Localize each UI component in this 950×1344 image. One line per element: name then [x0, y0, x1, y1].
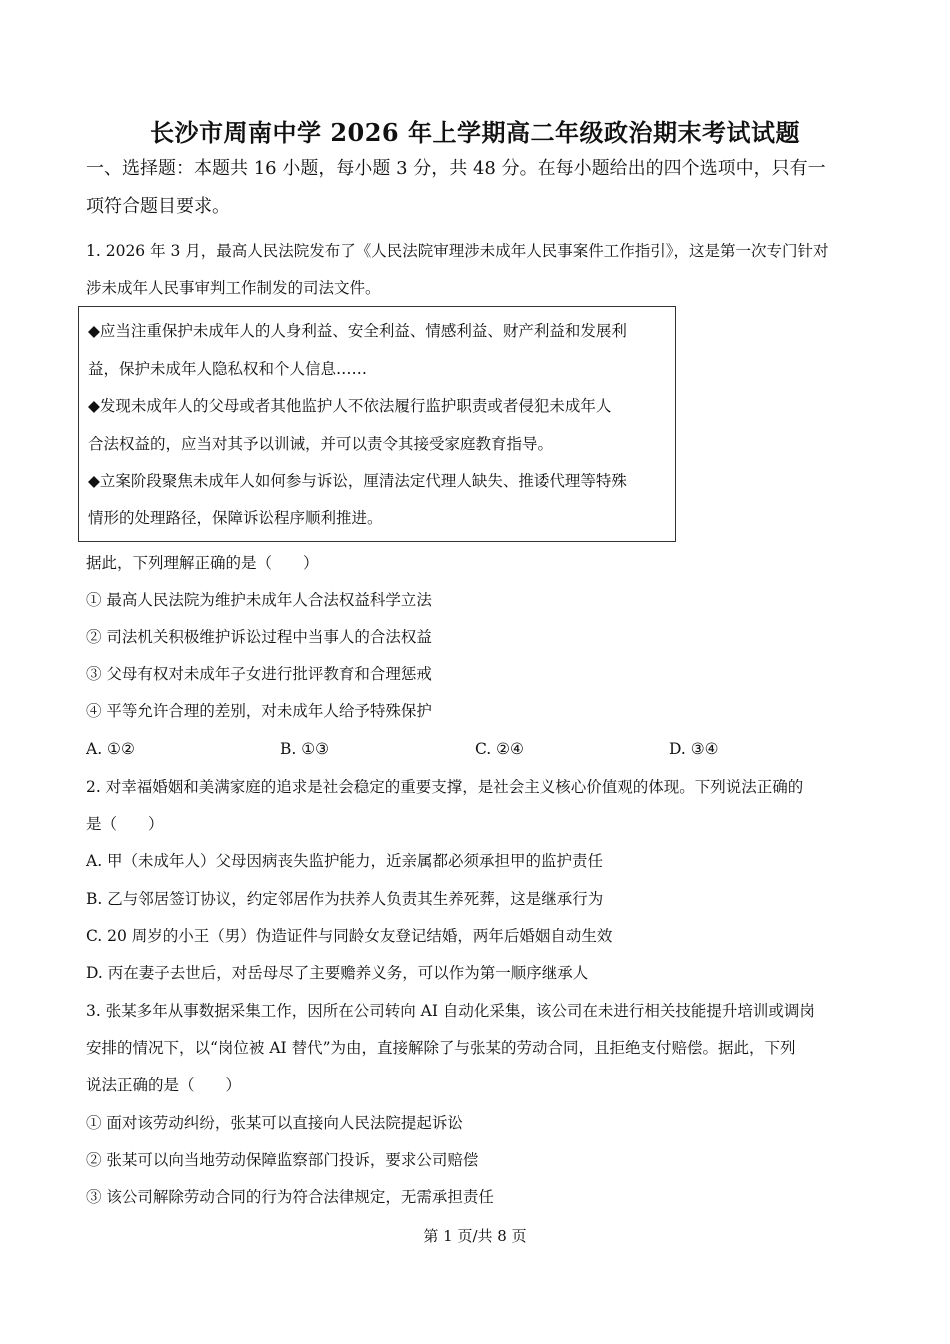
q1-box-line6: 情形的处理路径，保障诉讼程序顺利推进。 — [88, 509, 383, 527]
q2-option-c: C. 20 周岁的小王（男）伪造证件与同龄女友登记结婚，两年后婚姻自动生效 — [86, 927, 613, 945]
q3-statement-1: ① 面对该劳动纠纷，张某可以直接向人民法院提起诉讼 — [86, 1114, 463, 1132]
q1-material-box — [78, 306, 676, 542]
q1-prompt: 据此，下列理解正确的是（ ） — [86, 554, 319, 572]
q1-statement-4: ④ 平等允许合理的差别，对未成年人给予特殊保护 — [86, 702, 432, 720]
q1-box-line2: 益，保护未成年人隐私权和个人信息…… — [88, 360, 368, 378]
q1-stem-line1: 1. 2026 年 3 月，最高人民法院发布了《人民法院审理涉未成年人民事案件工作指引》，这是第一次专门针对 — [86, 242, 829, 260]
q1-option-d: D. ③④ — [669, 740, 719, 758]
q1-statement-3: ③ 父母有权对未成年子女进行批评教育和合理惩戒 — [86, 665, 432, 683]
q1-box-line1: ◆应当注重保护未成年人的人身利益、安全利益、情感利益、财产利益和发展利 — [88, 322, 627, 340]
q1-box-line4: 合法权益的，应当对其予以训诫，并可以责令其接受家庭教育指导。 — [88, 435, 554, 453]
q3-stem-line2: 安排的情况下，以“岗位被 AI 替代”为由，直接解除了与张某的劳动合同，且拒绝支付赔偿。据此，下列 — [86, 1039, 796, 1057]
q2-option-d: D. 丙在妻子去世后，对岳母尽了主要赡养义务，可以作为第一顺序继承人 — [86, 964, 589, 982]
page-title: 长沙市周南中学 2026 年上学期高二年级政治期末考试试题 — [149, 118, 800, 147]
q1-box-line3: ◆发现未成年人的父母或者其他监护人不依法履行监护职责或者侵犯未成年人 — [88, 397, 612, 415]
q2-stem-line1: 2. 对幸福婚姻和美满家庭的追求是社会稳定的重要支撑，是社会主义核心价值观的体现。下列说法正确的 — [86, 778, 804, 796]
q1-option-b: B. ①③ — [280, 740, 330, 758]
q3-statement-2: ② 张某可以向当地劳动保障监察部门投诉，要求公司赔偿 — [86, 1151, 479, 1169]
section-heading-line1: 一、选择题：本题共 16 小题，每小题 3 分，共 48 分。在每小题给出的四个选项中，只有一 — [86, 158, 826, 179]
page-footer: 第 1 页/共 8 页 — [423, 1227, 527, 1245]
q3-stem-line1: 3. 张某多年从事数据采集工作，因所在公司转向 AI 自动化采集，该公司在未进行相关技能提升培训或调岗 — [86, 1002, 815, 1020]
q3-stem-line3: 说法正确的是（ ） — [86, 1076, 242, 1094]
q2-option-b: B. 乙与邻居签订协议，约定邻居作为扶养人负责其生养死葬，这是继承行为 — [86, 890, 604, 908]
q1-box-line5: ◆立案阶段聚焦未成年人如何参与诉讼，厘清法定代理人缺失、推诿代理等特殊 — [88, 472, 627, 490]
q1-statement-2: ② 司法机关积极维护诉讼过程中当事人的合法权益 — [86, 628, 432, 646]
q1-option-a: A. ①② — [86, 740, 135, 758]
q1-option-c: C. ②④ — [475, 740, 524, 758]
section-heading-line2: 项符合题目要求。 — [86, 196, 230, 217]
q1-stem-line2: 涉未成年人民事审判工作制发的司法文件。 — [86, 279, 381, 297]
q3-statement-3: ③ 该公司解除劳动合同的行为符合法律规定，无需承担责任 — [86, 1188, 494, 1206]
q2-option-a: A. 甲（未成年人）父母因病丧失监护能力，近亲属都必须承担甲的监护责任 — [86, 852, 604, 870]
q1-statement-1: ① 最高人民法院为维护未成年人合法权益科学立法 — [86, 591, 432, 609]
q2-stem-line2: 是（ ） — [86, 815, 164, 833]
